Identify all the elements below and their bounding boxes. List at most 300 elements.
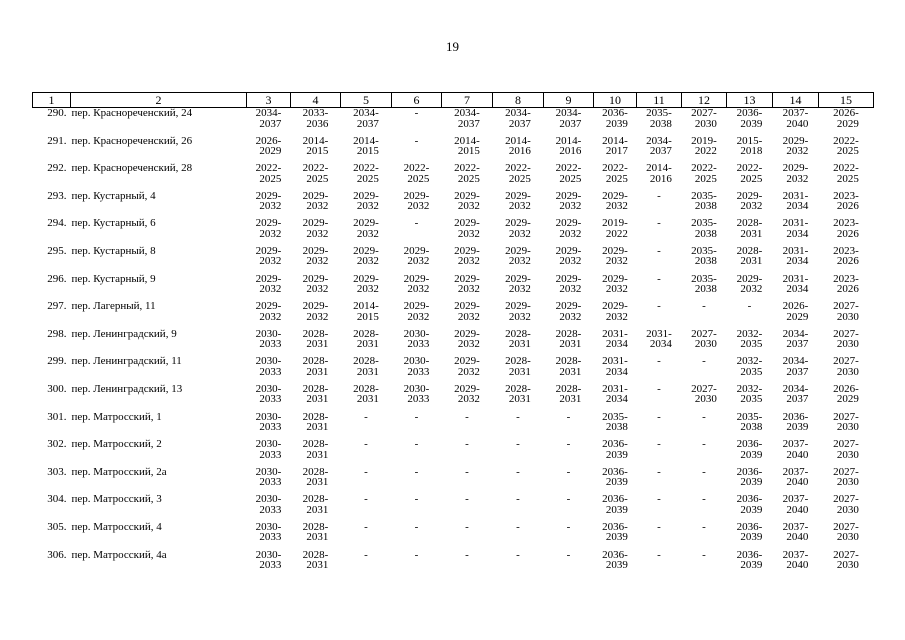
period-cell bbox=[247, 356, 291, 384]
column-header: 8 bbox=[493, 93, 544, 108]
period-value: 2022- 2025 bbox=[255, 162, 282, 185]
column-header: 15 bbox=[819, 93, 874, 108]
period-cell bbox=[773, 494, 819, 522]
period-cell bbox=[247, 274, 291, 302]
column-header: 9 bbox=[544, 93, 594, 108]
period-value: 2029- 2032 bbox=[403, 272, 430, 296]
period-value: 2036- 2039 bbox=[602, 107, 628, 130]
period-cell bbox=[544, 274, 594, 302]
period-value: 2037- 2040 bbox=[782, 465, 809, 489]
period-value: 2029- 2032 bbox=[302, 217, 329, 240]
period-cell bbox=[544, 246, 594, 274]
period-cell bbox=[819, 550, 874, 578]
period-cell bbox=[247, 522, 291, 550]
period-cell bbox=[773, 522, 819, 550]
period-cell bbox=[773, 356, 819, 384]
period-cell bbox=[544, 136, 594, 164]
period-value: 2028- 2031 bbox=[736, 244, 763, 268]
period-cell bbox=[594, 467, 637, 495]
period-value: - bbox=[364, 465, 368, 478]
period-value: 2014- 2016 bbox=[646, 162, 672, 185]
period-value: - bbox=[465, 548, 469, 561]
period-value: 2027- 2030 bbox=[833, 410, 859, 434]
period-cell bbox=[594, 439, 637, 467]
period-cell bbox=[637, 218, 682, 246]
period-cell bbox=[727, 356, 773, 384]
period-cell bbox=[392, 384, 442, 412]
period-value: 2036- 2039 bbox=[736, 465, 763, 489]
period-value: - bbox=[657, 382, 661, 395]
period-cell bbox=[637, 246, 682, 274]
period-value: 2029- 2032 bbox=[555, 244, 582, 268]
period-value: - bbox=[657, 465, 661, 478]
period-value: 2034- 2037 bbox=[646, 134, 672, 158]
period-value: 2029- 2032 bbox=[255, 217, 282, 240]
period-value: 2035- 2038 bbox=[691, 217, 717, 240]
period-cell bbox=[247, 301, 291, 329]
period-cell bbox=[442, 412, 493, 440]
period-value: - bbox=[702, 520, 706, 533]
period-cell bbox=[637, 274, 682, 302]
period-cell bbox=[291, 522, 341, 550]
period-cell bbox=[493, 494, 544, 522]
period-cell bbox=[727, 136, 773, 164]
row-address: пер. Красноречeнский, 28 bbox=[71, 162, 193, 175]
period-cell bbox=[247, 191, 291, 219]
period-cell bbox=[341, 218, 392, 246]
period-cell bbox=[773, 191, 819, 219]
period-value: 2031- 2034 bbox=[646, 327, 672, 351]
period-cell bbox=[291, 218, 341, 246]
period-cell bbox=[442, 218, 493, 246]
period-value: 2029- 2032 bbox=[505, 217, 531, 240]
period-cell bbox=[682, 246, 727, 274]
period-cell bbox=[727, 191, 773, 219]
period-value: 2036- 2039 bbox=[602, 548, 628, 571]
table-row bbox=[33, 494, 874, 522]
period-cell bbox=[594, 522, 637, 550]
period-cell bbox=[819, 163, 874, 191]
period-cell bbox=[594, 412, 637, 440]
period-value: 2028- 2031 bbox=[555, 382, 582, 406]
period-value: 2027- 2030 bbox=[691, 382, 717, 406]
period-cell bbox=[682, 301, 727, 329]
period-value: - bbox=[566, 520, 571, 533]
period-cell bbox=[594, 163, 637, 191]
period-value: 2028- 2031 bbox=[555, 355, 582, 378]
period-cell bbox=[819, 136, 874, 164]
period-value: 2032- 2035 bbox=[736, 355, 763, 378]
period-value: 2014- 2016 bbox=[505, 134, 531, 158]
period-value: 2029- 2032 bbox=[454, 272, 480, 296]
period-value: 2029- 2032 bbox=[454, 327, 480, 351]
table-row bbox=[33, 274, 874, 302]
period-cell bbox=[819, 191, 874, 219]
period-value: - bbox=[657, 272, 661, 285]
period-cell bbox=[594, 136, 637, 164]
period-value: 2031- 2034 bbox=[602, 327, 628, 351]
row-number: 291. bbox=[47, 134, 67, 147]
period-cell bbox=[819, 412, 874, 440]
row-number: 299. bbox=[47, 355, 67, 368]
period-cell bbox=[544, 218, 594, 246]
period-value: 2028- 2031 bbox=[505, 382, 531, 406]
row-number: 296. bbox=[47, 272, 67, 285]
row-number: 292. bbox=[47, 162, 67, 175]
period-cell bbox=[392, 191, 442, 219]
period-value: 2034- 2037 bbox=[454, 107, 480, 130]
period-cell bbox=[291, 356, 341, 384]
period-cell bbox=[341, 439, 392, 467]
period-cell bbox=[773, 467, 819, 495]
period-value: 2035- 2038 bbox=[691, 244, 717, 268]
period-value: 2028- 2031 bbox=[736, 217, 763, 240]
period-value: 2029- 2032 bbox=[782, 162, 809, 185]
period-value: 2029- 2032 bbox=[302, 244, 329, 268]
period-cell bbox=[727, 494, 773, 522]
period-cell bbox=[493, 356, 544, 384]
period-value: 2015- 2018 bbox=[736, 134, 763, 158]
row-number: 300. bbox=[47, 382, 67, 395]
period-cell bbox=[493, 301, 544, 329]
period-cell bbox=[493, 218, 544, 246]
period-cell bbox=[682, 329, 727, 357]
period-value: 2026- 2029 bbox=[833, 107, 859, 130]
period-value: 2037- 2040 bbox=[782, 493, 809, 516]
period-cell bbox=[442, 274, 493, 302]
period-cell bbox=[637, 108, 682, 136]
period-cell bbox=[594, 108, 637, 136]
period-value: 2028- 2031 bbox=[353, 327, 379, 351]
period-cell bbox=[392, 108, 442, 136]
period-value: 2029- 2032 bbox=[454, 244, 480, 268]
period-cell bbox=[594, 274, 637, 302]
period-value: 2033- 2036 bbox=[302, 107, 329, 130]
period-cell bbox=[682, 274, 727, 302]
period-cell bbox=[727, 163, 773, 191]
table-row bbox=[33, 412, 874, 440]
row-address: пер. Красноречeнский, 24 bbox=[71, 107, 193, 119]
table-row bbox=[33, 550, 874, 578]
period-cell bbox=[594, 494, 637, 522]
period-cell bbox=[637, 412, 682, 440]
period-cell bbox=[544, 494, 594, 522]
period-value: 2036- 2039 bbox=[602, 438, 628, 461]
period-value: - bbox=[702, 493, 706, 506]
row-number: 290. bbox=[47, 107, 67, 119]
period-value: 2029- 2032 bbox=[555, 189, 582, 213]
period-cell bbox=[247, 136, 291, 164]
period-cell bbox=[493, 108, 544, 136]
period-cell bbox=[819, 384, 874, 412]
period-cell bbox=[291, 384, 341, 412]
period-cell bbox=[247, 384, 291, 412]
period-cell bbox=[682, 191, 727, 219]
period-value: - bbox=[414, 217, 419, 230]
period-cell bbox=[682, 522, 727, 550]
row-number: 294. bbox=[47, 217, 67, 230]
period-cell bbox=[291, 246, 341, 274]
period-cell bbox=[392, 218, 442, 246]
row-number: 302. bbox=[47, 438, 67, 451]
row-number: 298. bbox=[47, 327, 67, 340]
period-cell bbox=[727, 412, 773, 440]
row-number: 303. bbox=[47, 465, 67, 478]
period-value: - bbox=[364, 520, 368, 533]
period-value: 2031- 2034 bbox=[602, 382, 628, 406]
period-cell bbox=[493, 246, 544, 274]
period-value: 2029- 2032 bbox=[302, 300, 329, 323]
period-cell bbox=[773, 108, 819, 136]
period-value: 2030- 2033 bbox=[255, 520, 282, 544]
period-value: 2030- 2033 bbox=[403, 327, 430, 351]
column-header: 3 bbox=[247, 93, 291, 108]
period-value: 2023- 2026 bbox=[833, 189, 859, 213]
period-cell bbox=[727, 301, 773, 329]
period-cell bbox=[247, 329, 291, 357]
period-cell bbox=[544, 108, 594, 136]
period-cell bbox=[637, 163, 682, 191]
period-cell bbox=[291, 467, 341, 495]
period-value: 2029- 2032 bbox=[505, 189, 531, 213]
period-value: 2028- 2031 bbox=[505, 327, 531, 351]
period-value: - bbox=[414, 465, 419, 478]
period-cell bbox=[442, 356, 493, 384]
period-cell bbox=[819, 439, 874, 467]
period-value: 2036- 2039 bbox=[736, 548, 763, 571]
row-number: 297. bbox=[47, 300, 67, 313]
period-value: 2027- 2030 bbox=[833, 465, 859, 489]
period-value: 2027- 2030 bbox=[833, 438, 859, 461]
row-address: пер. Матросский, 3 bbox=[71, 493, 162, 506]
period-cell bbox=[442, 550, 493, 578]
period-value: 2035- 2038 bbox=[736, 410, 763, 434]
table-row bbox=[33, 439, 874, 467]
period-cell bbox=[544, 163, 594, 191]
period-value: 2029- 2032 bbox=[555, 300, 582, 323]
period-cell bbox=[594, 384, 637, 412]
period-cell bbox=[493, 550, 544, 578]
period-value: 2035- 2038 bbox=[646, 107, 672, 130]
row-address: пер. Матросский, 2а bbox=[71, 465, 167, 478]
period-value: 2029- 2032 bbox=[353, 189, 379, 213]
period-cell bbox=[493, 163, 544, 191]
period-value: 2030- 2033 bbox=[255, 355, 282, 378]
period-value: 2029- 2032 bbox=[255, 300, 282, 323]
period-value: 2029- 2032 bbox=[602, 189, 628, 213]
period-cell bbox=[773, 218, 819, 246]
column-header: 14 bbox=[773, 93, 819, 108]
table-row bbox=[33, 301, 874, 329]
table-row bbox=[33, 467, 874, 495]
period-cell bbox=[682, 163, 727, 191]
period-value: - bbox=[657, 438, 661, 451]
table-row bbox=[33, 246, 874, 274]
period-cell bbox=[773, 246, 819, 274]
period-cell bbox=[819, 329, 874, 357]
period-cell bbox=[637, 136, 682, 164]
period-cell bbox=[493, 412, 544, 440]
period-cell bbox=[682, 467, 727, 495]
page-number: 19 bbox=[446, 39, 459, 54]
period-cell bbox=[442, 329, 493, 357]
period-cell bbox=[247, 218, 291, 246]
row-number: 305. bbox=[47, 520, 67, 533]
period-value: - bbox=[465, 520, 469, 533]
period-cell bbox=[442, 494, 493, 522]
period-value: - bbox=[516, 410, 520, 423]
period-value: 2029- 2032 bbox=[454, 217, 480, 240]
period-value: - bbox=[657, 520, 661, 533]
period-value: 2036- 2039 bbox=[782, 410, 809, 434]
period-value: - bbox=[516, 493, 520, 506]
period-cell bbox=[392, 494, 442, 522]
period-value: - bbox=[414, 107, 419, 119]
period-cell bbox=[493, 329, 544, 357]
period-cell bbox=[291, 412, 341, 440]
period-value: 2014- 2017 bbox=[602, 134, 628, 158]
row-address: пер. Матросский, 4 bbox=[71, 520, 162, 533]
table-row bbox=[33, 356, 874, 384]
period-value: - bbox=[364, 548, 368, 561]
period-cell bbox=[819, 108, 874, 136]
period-value: 2037- 2040 bbox=[782, 438, 809, 461]
period-value: 2028- 2031 bbox=[353, 355, 379, 378]
period-value: 2029- 2032 bbox=[403, 300, 430, 323]
table-row bbox=[33, 163, 874, 191]
period-value: 2027- 2030 bbox=[833, 520, 859, 544]
period-cell bbox=[341, 246, 392, 274]
period-value: - bbox=[516, 520, 520, 533]
period-value: 2032- 2035 bbox=[736, 382, 763, 406]
table-row bbox=[33, 108, 874, 136]
period-value: 2027- 2030 bbox=[833, 300, 859, 323]
period-cell bbox=[341, 329, 392, 357]
period-value: 2028- 2031 bbox=[302, 465, 329, 489]
period-value: 2035- 2038 bbox=[691, 189, 717, 213]
period-value: 2022- 2025 bbox=[302, 162, 329, 185]
period-value: 2028- 2031 bbox=[302, 382, 329, 406]
period-value: 2029- 2032 bbox=[555, 217, 582, 240]
table-row bbox=[33, 522, 874, 550]
period-value: 2035- 2038 bbox=[602, 410, 628, 434]
period-cell bbox=[341, 301, 392, 329]
period-cell bbox=[442, 467, 493, 495]
period-value: 2029- 2032 bbox=[302, 272, 329, 296]
period-cell bbox=[291, 550, 341, 578]
period-cell bbox=[682, 136, 727, 164]
period-cell bbox=[594, 246, 637, 274]
period-cell bbox=[773, 384, 819, 412]
period-cell bbox=[637, 356, 682, 384]
period-value: 2014- 2016 bbox=[555, 134, 582, 158]
period-cell bbox=[247, 439, 291, 467]
period-cell bbox=[341, 522, 392, 550]
period-value: 2023- 2026 bbox=[833, 217, 859, 240]
period-value: 2030- 2033 bbox=[255, 493, 282, 516]
period-value: 2037- 2040 bbox=[782, 548, 809, 571]
column-header: 11 bbox=[637, 93, 682, 108]
period-cell bbox=[442, 246, 493, 274]
period-value: 2037- 2040 bbox=[782, 520, 809, 544]
period-value: 2029- 2032 bbox=[602, 272, 628, 296]
period-value: 2027- 2030 bbox=[691, 107, 717, 130]
period-value: 2034- 2037 bbox=[782, 355, 809, 378]
period-cell bbox=[819, 274, 874, 302]
period-cell bbox=[291, 329, 341, 357]
row-address: пер. Кустарный, 4 bbox=[71, 189, 156, 202]
period-value: 2022- 2025 bbox=[454, 162, 480, 185]
period-value: 2027- 2030 bbox=[833, 355, 859, 378]
period-value: 2030- 2033 bbox=[255, 465, 282, 489]
row-address: пер. Матросский, 1 bbox=[71, 410, 162, 423]
period-cell bbox=[392, 163, 442, 191]
period-cell bbox=[682, 439, 727, 467]
period-cell bbox=[594, 218, 637, 246]
period-cell bbox=[442, 108, 493, 136]
period-cell bbox=[727, 274, 773, 302]
period-value: - bbox=[465, 438, 469, 451]
row-number: 295. bbox=[47, 244, 67, 257]
period-value: 2014- 2015 bbox=[454, 134, 480, 158]
period-value: - bbox=[414, 134, 419, 147]
period-value: - bbox=[465, 410, 469, 423]
period-cell bbox=[727, 218, 773, 246]
period-value: 2034- 2037 bbox=[555, 107, 582, 130]
period-value: 2030- 2033 bbox=[255, 327, 282, 351]
period-cell bbox=[341, 550, 392, 578]
period-cell bbox=[442, 301, 493, 329]
period-value: - bbox=[702, 465, 706, 478]
period-cell bbox=[773, 329, 819, 357]
column-header: 7 bbox=[442, 93, 493, 108]
period-cell bbox=[682, 384, 727, 412]
column-header: 5 bbox=[341, 93, 392, 108]
period-value: 2036- 2039 bbox=[736, 438, 763, 461]
period-value: 2029- 2032 bbox=[505, 244, 531, 268]
period-cell bbox=[392, 412, 442, 440]
period-value: 2029- 2032 bbox=[505, 272, 531, 296]
period-value: 2022- 2025 bbox=[736, 162, 763, 185]
period-cell bbox=[819, 246, 874, 274]
repair-schedule-table bbox=[32, 92, 874, 577]
period-value: 2031- 2034 bbox=[782, 217, 809, 240]
period-cell bbox=[341, 494, 392, 522]
period-cell bbox=[392, 301, 442, 329]
period-cell bbox=[594, 329, 637, 357]
period-cell bbox=[493, 136, 544, 164]
period-cell bbox=[442, 163, 493, 191]
period-cell bbox=[247, 412, 291, 440]
period-cell bbox=[341, 412, 392, 440]
period-cell bbox=[819, 522, 874, 550]
period-value: 2036- 2039 bbox=[736, 107, 763, 130]
period-cell bbox=[682, 550, 727, 578]
period-cell bbox=[773, 412, 819, 440]
period-cell bbox=[637, 467, 682, 495]
period-cell bbox=[247, 246, 291, 274]
period-value: - bbox=[702, 438, 706, 451]
period-cell bbox=[544, 191, 594, 219]
period-cell bbox=[291, 301, 341, 329]
period-cell bbox=[773, 550, 819, 578]
period-cell bbox=[727, 329, 773, 357]
period-cell bbox=[247, 467, 291, 495]
period-value: 2030- 2033 bbox=[403, 382, 430, 406]
period-value: 2022- 2025 bbox=[403, 162, 430, 185]
period-cell bbox=[392, 467, 442, 495]
column-header: 2 bbox=[71, 93, 247, 108]
